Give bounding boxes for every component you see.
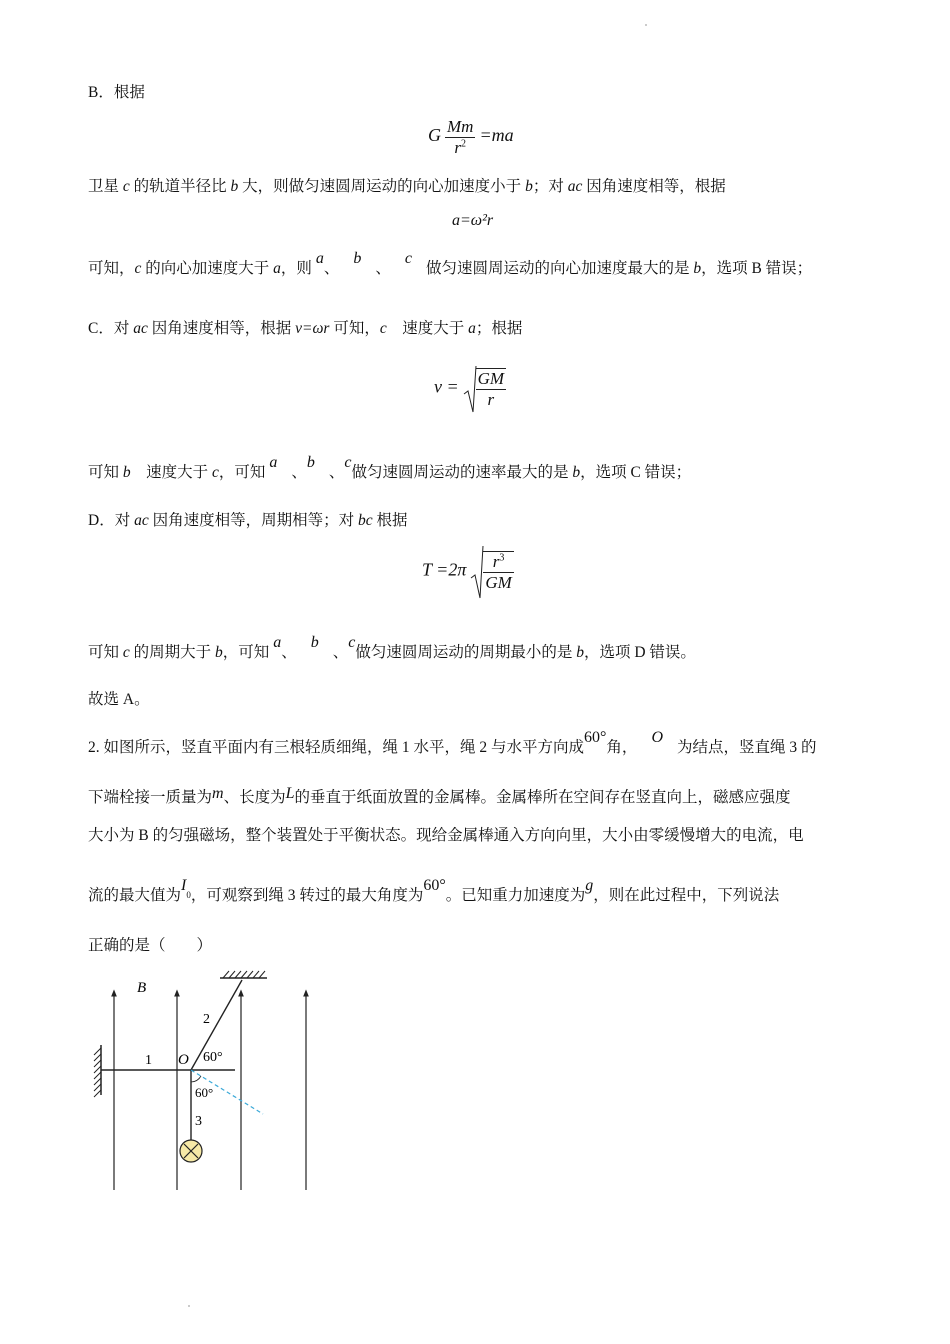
angle-arc xyxy=(191,1076,201,1082)
question2-line2: 下端栓接一质量为m、长度为L的垂直于纸面放置的金属棒。金属棒所在空间存在竖直向上，磁感应强度 xyxy=(88,785,791,806)
formula-lhs: G xyxy=(428,125,441,146)
formula-gravitation xyxy=(428,117,514,158)
node-label: O xyxy=(178,1052,189,1068)
scan-dot xyxy=(645,24,647,26)
formula-period xyxy=(422,544,514,600)
angle-bottom-label: 60° xyxy=(195,1085,214,1100)
formula-rhs: =ma xyxy=(479,125,514,146)
answer: 故选 A。 xyxy=(88,691,150,708)
fraction: $\frac{r^3}{GM}$ xyxy=(485,552,512,592)
sqrt-icon xyxy=(463,364,477,414)
fraction: $\frac{GM}{r}$ xyxy=(477,369,505,409)
rope-3-label: 3 xyxy=(195,1114,202,1129)
fraction-numerator: Mm xyxy=(447,117,474,136)
option-b-text-2: 可知，c 的向心加速度大于 a，则 a、b、c做匀速圆周运动的向心加速度最大的是 b，选项 B 错误； xyxy=(88,250,813,277)
option-d-text-1: D．对 ac 因角速度相等，周期相等；对 bc 根据 xyxy=(88,512,408,529)
option-c-text-2: 可知 b 速度大于 c，可知 a、b、c做匀速圆周运动的速率最大的是 b，选项 C 错误； xyxy=(88,454,692,481)
formula-centripetal: a=ω²r xyxy=(452,212,494,229)
field-label: B xyxy=(137,980,147,996)
sqrt-icon xyxy=(470,544,484,600)
option-d-text-2: 可知 c 的周期大于 b，可知 a、b、c做匀速圆周运动的周期最小的是 b，选项 D 错误。 xyxy=(88,634,696,661)
question2-line1: 2. 如图所示，竖直平面内有三根轻质细绳，绳 1 水平，绳 2 与水平方向成60°角，O为结点，竖直绳 3 的 xyxy=(88,729,817,756)
question2-line4: 流的最大值为$I_0$，可观察到绳 3 转过的最大角度为60°。已知重力加速度为g，则在此过程中，下列说法 xyxy=(88,877,780,904)
physics-figure xyxy=(85,965,315,1195)
scan-dot xyxy=(188,1305,190,1307)
option-b-text-1: 卫星 c 的轨道半径比 b 大，则做匀速圆周运动的向心加速度小于 b；对 ac 因角速度相等，根据 xyxy=(88,178,726,195)
question2-line3: 大小为 B 的匀强磁场，整个装置处于平衡状态。现给金属棒通入方向向里，大小由零缓慢增大的电流，电 xyxy=(88,827,804,844)
formula-velocity xyxy=(434,364,506,414)
left-wall-hatch xyxy=(94,1048,101,1097)
option-c-text-1: C．对 ac 因角速度相等，根据 v=ωr 可知，c 速度大于 a；根据 xyxy=(88,320,523,337)
fraction-denominator: $r^2$ xyxy=(445,137,475,158)
formula-lhs: T =2π xyxy=(422,559,467,580)
rope-1-label: 1 xyxy=(145,1053,152,1068)
formula-lhs: v = xyxy=(434,376,459,397)
question2-line5: 正确的是（ ） xyxy=(88,937,213,954)
ceiling-hatch xyxy=(223,971,265,978)
option-b-label: B．根据 xyxy=(88,84,145,101)
angle-top-label: 60° xyxy=(203,1050,223,1065)
rope-2-label: 2 xyxy=(203,1012,210,1027)
fraction xyxy=(445,117,475,158)
